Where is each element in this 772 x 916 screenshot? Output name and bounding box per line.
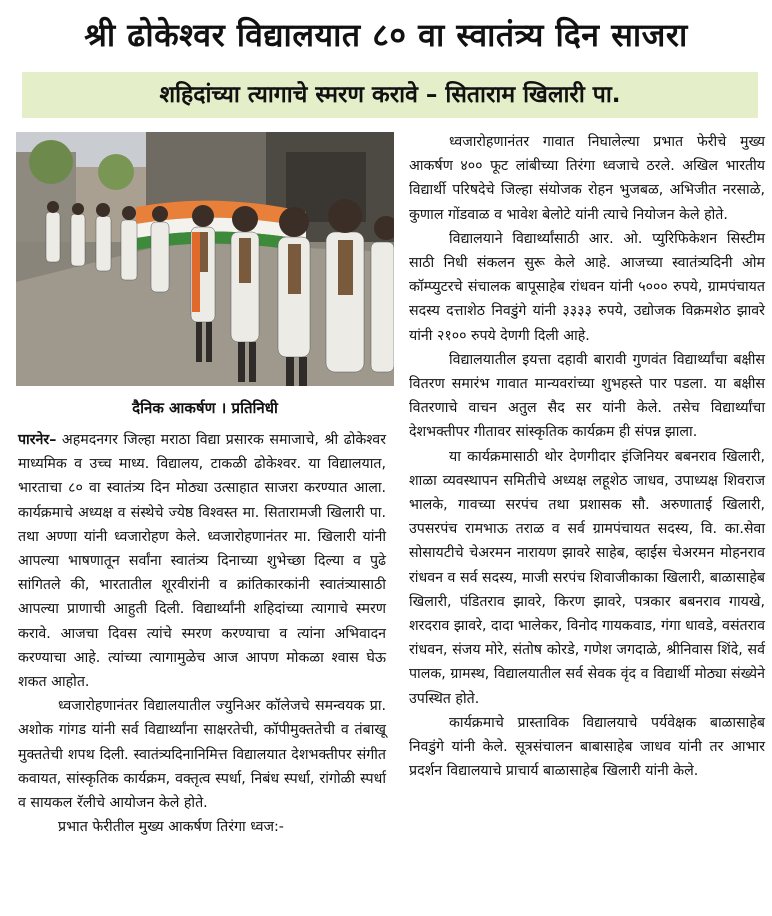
students-rally-photo: [16, 132, 394, 386]
right-paragraph-3: विद्यालयातील इयत्ता दहावी बारावी गुणवंत विद्यार्थ्यांचा बक्षीस वितरण समारंभ गावात मान्यवरांच्या शुभहस्ते पार पडला. या बक्षीस वितरणाचे वाचन अतुल सैद सर यांनी केले. तसेच विद्यार्थ्यांचा देशभक्तीपर गीतावर सांस्कृतिक कार्यक्रम ही संपन्न झाला.: [409, 351, 765, 441]
left-paragraph-1: [18, 428, 386, 694]
dateline: पारनेर–: [18, 432, 57, 448]
photo-illustration: [16, 132, 394, 386]
right-paragraph-5: कार्यक्रमाचे प्रास्ताविक विद्यालयाचे पर्यवेक्षक बाळासाहेब निवडुंगे यांनी केले. सूत्रसंचालन बाबासाहेब जाधव यांनी तर आभार प्रदर्शन विद्यालयाचे प्राचार्य बाळासाहेब खिलारी यांनी केले.: [409, 714, 765, 780]
left-paragraph-3: प्रभात फेरीतील मुख्य आकर्षण तिरंगा ध्वज:-: [58, 819, 284, 836]
subheadline-banner: शहिदांच्या त्यागाचे स्मरण करावे – सिताराम खिलारी पा.: [22, 72, 758, 118]
right-paragraph-4: या कार्यक्रमासाठी थोर देणगीदार इंजिनियर बबनराव खिलारी, शाळा व्यवस्थापन समितीचे अध्यक्ष लहूशेठ जाधव, उपाध्यक्ष शिवराज भालके, गावच्या सरपंच तथा प्रशासक सौ. अरुणाताई खिलारी, उपसरपंच रामभाऊ तराळ व सर्व ग्रामपंचायत सदस्य, वि. का.सेवा सोसायटीचे चेअरमन नारायण झावरे साहेब, व्हाईस चेअरमन मोहनराव रांधवन व सर्व सदस्य, माजी सरपंच शिवाजीकाका खिलारी, बाळासाहेब खिलारी, पंडितराव झावरे, किरण झावरे, पत्रकार बबनराव गायखे, शरदराव झावरे, दादा भालेकर, विनोद गायकवाड, गंगा धावडे, वसंतराव रांधवन, संजय मोरे, संतोष कोरडे, गणेश जगदाळे, श्रीनिवास शिंदे, सर्व पालक, ग्रामस्थ, विद्यालयातील सर्व सेवक वृंद व विद्यार्थी मोठ्या संख्येने उपस्थित होते.: [409, 448, 765, 707]
right-paragraph-1: ध्वजारोहणानंतर गावात निघालेल्या प्रभात फेरीचे मुख्य आकर्षण ४०० फूट लांबीच्या तिरंगा ध्वजाचे ठरले. अखिल भारतीय विद्यार्थी परिषदेचे जिल्हा संयोजक रोहन भुजबळ, अभिजीत नरसाळे, कुणाल गोंडवाळ व भावेश बेलोटे यांनी त्याचे नियोजन केले होते.: [409, 134, 765, 223]
left-paragraph-1-text: अहमदनगर जिल्हा मराठा विद्या प्रसारक समाजाचे, श्री ढोकेश्वर माध्यमिक व उच्च माध्य. विद्यालय, टाकळी ढोकेश्वर. या विद्यालयात, भारताचा ८० वा स्वातंत्र्य दिन मोठ्या उत्साहात साजरा करण्यात आला. कार्यक्रमाचे अध्यक्ष व संस्थेचे ज्येष्ठ विश्वस्त मा. सितारामजी खिलारी पा. तथा अण्णा यांनी ध्वजारोहण केले. ध्वजारोहणानंतर मा. खिलारी यांनी आपल्या भाषणातून सर्वांना स्वातंत्र्य दिनाच्या शुभेच्छा दिल्या व पुढे सांगितले की, भारतातील शूरवीरांनी व क्रांतिकारकांनी स्वातंत्र्यासाठी आपल्या प्राणाची आहुती दिली. विद्यार्थ्यांनी शहिदांच्या त्यागाचे स्मरण करावे. आजचा दिवस त्यांचे स्मरण करण्याचा व त्यांना अभिवादन करण्याचा आहे. त्यांच्या त्यागामुळेच आज आपण मोकळा श्वास घेऊ शकत आहोत.: [18, 432, 386, 691]
right-paragraph-2: विद्यालयाने विद्यार्थ्यांसाठी आर. ओ. प्युरिफिकेशन सिस्टीम साठी निधी संकलन सुरू केले आहे. आजच्या स्वातंत्र्यदिनी ओम कॉम्प्युटरचे संचालक बापूसाहेब रांधवन यांनी ५००० रुपये, ग्रामपंचायत सदस्य दत्ताशेठ निवडुंगे यांनी ३३३३ रुपये, उद्योजक विक्रमशेठ झावरे यांनी २१०० रुपये देणगी दिली आहे.: [409, 230, 765, 344]
photo-caption: दैनिक आकर्षण । प्रतिनिधी: [132, 399, 278, 417]
right-column: [409, 130, 765, 783]
left-paragraph-2: ध्वजारोहणानंतर विद्यालयातील ज्युनिअर कॉलेजचे समन्वयक प्रा. अशोक गांगड यांनी सर्व विद्यार्थ्यांना साक्षरतेची, कॉपीमुक्ततेची व तंबाखू मुक्ततेची शपथ दिली. स्वातंत्र्यदिनानिमित्त विद्यालयात देशभक्तीपर संगीत कवायत, सांस्कृतिक कार्यक्रम, वक्तृत्व स्पर्धा, निबंध स्पर्धा, रांगोळी स्पर्धा व सायकल रॅलीचे आयोजन केले होते.: [18, 698, 386, 812]
headline: श्री ढोकेश्वर विद्यालयात ८० वा स्वातंत्र्य दिन साजरा: [84, 16, 688, 54]
left-column: [18, 428, 386, 839]
